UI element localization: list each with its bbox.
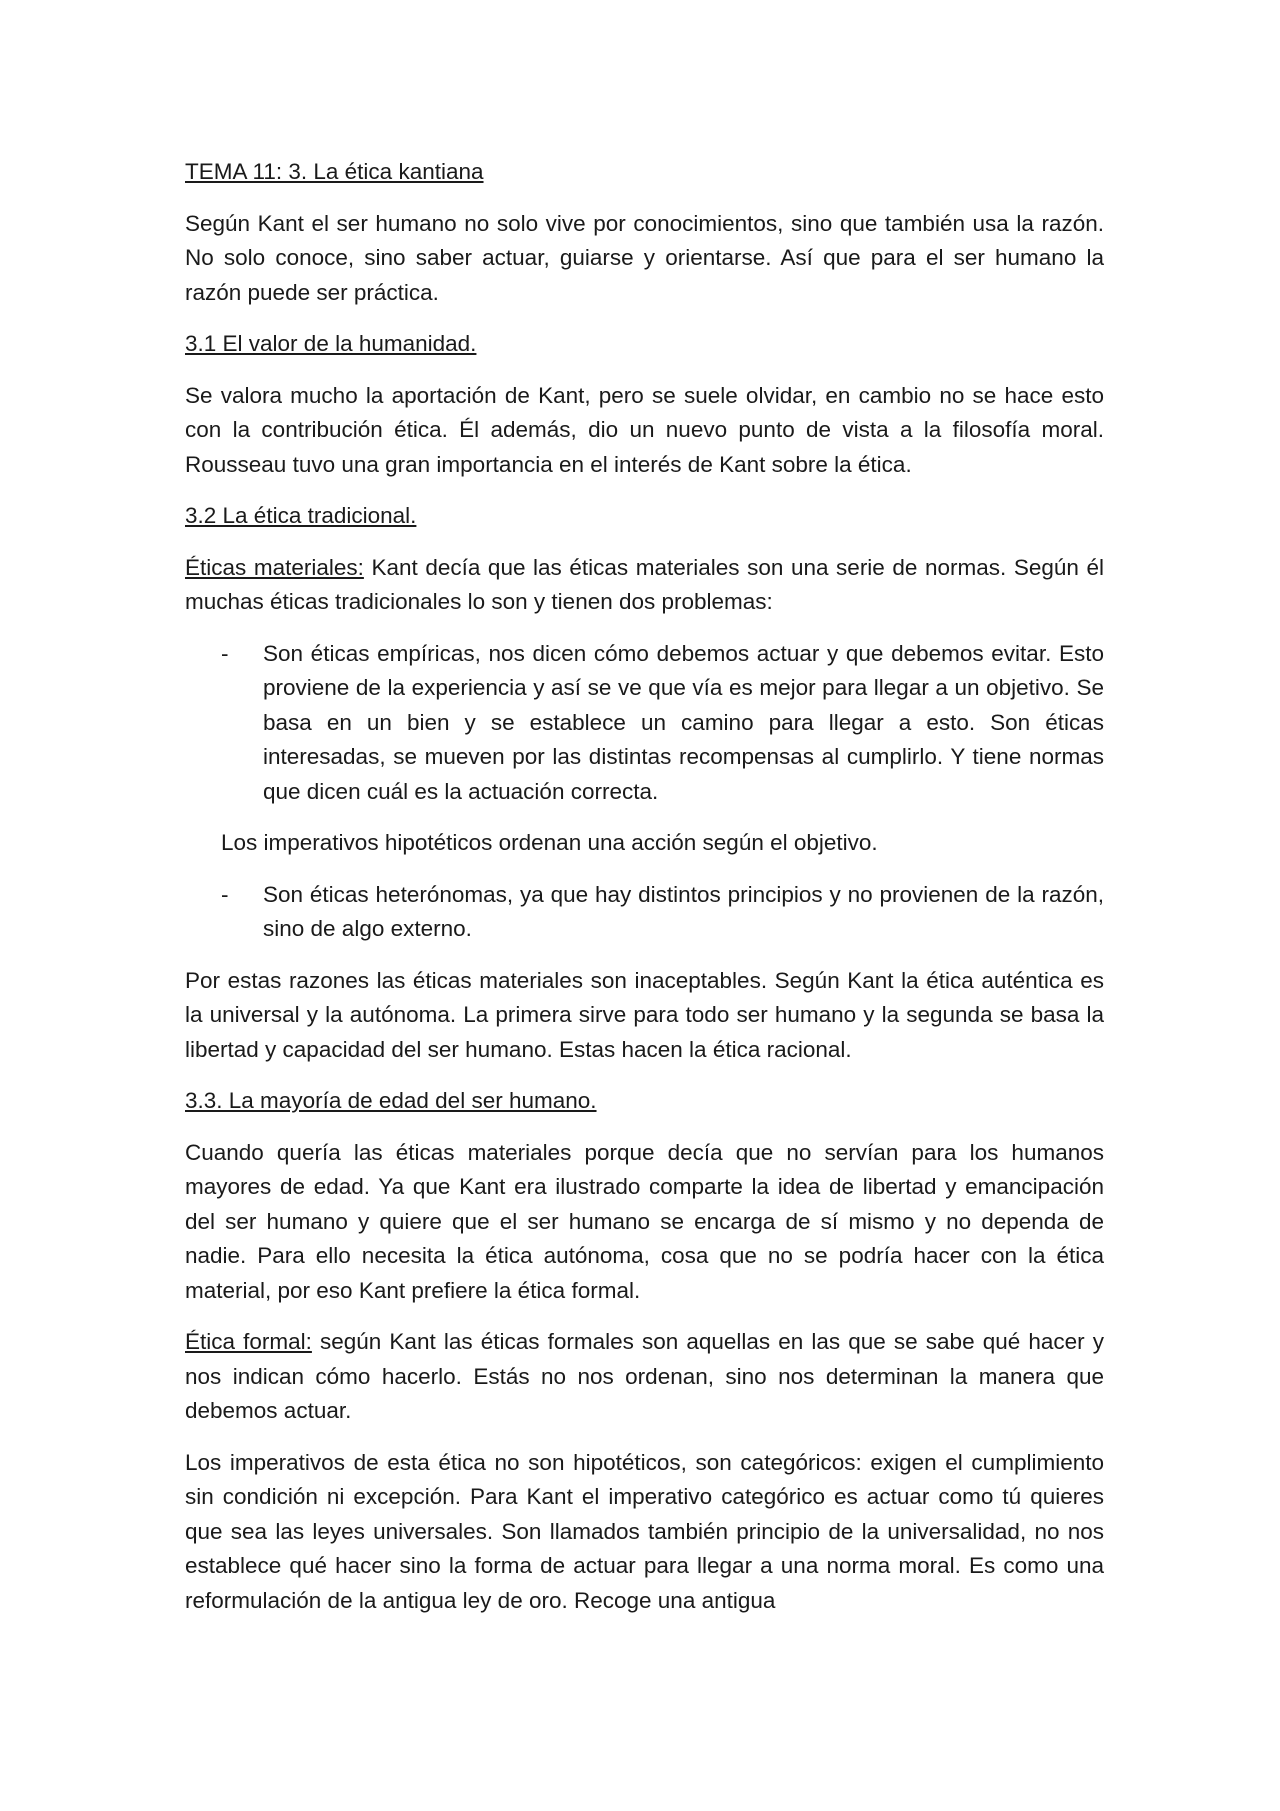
bullet-dash: - xyxy=(221,881,229,907)
hipoteticos-paragraph: Los imperativos hipotéticos ordenan una acción según el objetivo. xyxy=(221,830,878,855)
list-item xyxy=(185,637,1104,810)
document-title: TEMA 11: 3. La ética kantiana xyxy=(185,159,484,184)
bullet-text: Son éticas heterónomas, ya que hay distintos principios y no provienen de la razón, sino de algo externo. xyxy=(263,881,1104,941)
document-page xyxy=(185,155,1104,1635)
bullet-text: Son éticas empíricas, nos dicen cómo debemos actuar y que debemos evitar. Esto proviene de la experiencia y así se ve que vía es mejor para llegar a un objetivo. Se basa en un bien y se establece un camino para llegar a esto. Son éticas interesadas, se mueven por las distintas recompensas al cumplirlo. Y tiene normas que dicen cuál es la actuación correcta. xyxy=(263,640,1104,804)
section-3-1-paragraph: Se valora mucho la aportación de Kant, pero se suele olvidar, en cambio no se hace esto con la contribución ética. Él además, dio un nuevo punto de vista a la filosofía moral. Rousseau tuvo una gran importancia en el interés de Kant sobre la ética. xyxy=(185,382,1104,477)
section-3-3-heading: 3.3. La mayoría de edad del ser humano. xyxy=(185,1088,597,1113)
section-3-2-heading: 3.2 La ética tradicional. xyxy=(185,503,417,528)
bullet-dash: - xyxy=(221,640,229,666)
intro-paragraph: Según Kant el ser humano no solo vive por conocimientos, sino que también usa la razón. No solo conoce, sino saber actuar, guiarse y orientarse. Así que para el ser humano la razón puede ser práctica. xyxy=(185,210,1104,305)
conclusion-paragraph: Por estas razones las éticas materiales son inaceptables. Según Kant la ética auténtica es la universal y la autónoma. La primera sirve para todo ser humano y la segunda se basa la libertad y capacidad del ser humano. Estas hacen la ética racional. xyxy=(185,967,1104,1062)
list-item xyxy=(185,878,1104,947)
imperativos-paragraph: Los imperativos de esta ética no son hipotéticos, son categóricos: exigen el cumplimiento sin condición ni excepción. Para Kant el imperativo categórico es actuar como tú quieres que sea las leyes universales. Son llamados también principio de la universalidad, no nos establece qué hacer sino la forma de actuar para llegar a una norma moral. Es como una reformulación de la antigua ley de oro. Recoge una antigua xyxy=(185,1449,1104,1613)
etica-formal-label: Ética formal: xyxy=(185,1329,312,1354)
eticas-materiales-label: Éticas materiales: xyxy=(185,554,364,580)
eticas-materiales-paragraph xyxy=(185,551,1104,620)
etica-formal-paragraph xyxy=(185,1325,1104,1429)
etica-formal-text: según Kant las éticas formales son aquellas en las que se sabe qué hacer y nos indican cómo hacerlo. Estás no nos ordenan, sino nos determinan la manera que debemos actuar. xyxy=(185,1329,1104,1423)
section-3-1-heading: 3.1 El valor de la humanidad. xyxy=(185,331,477,356)
eticas-materiales-text: Kant decía que las éticas materiales son una serie de normas. Según él muchas éticas tradicionales lo son y tienen dos problemas: xyxy=(185,554,1104,614)
section-3-3-paragraph: Cuando quería las éticas materiales porque decía que no servían para los humanos mayores de edad. Ya que Kant era ilustrado comparte la idea de libertad y emancipación del ser humano y quiere que el ser humano se encarga de sí mismo y no dependa de nadie. Para ello necesita la ética autónoma, cosa que no se podría hacer con la ética material, por eso Kant prefiere la ética formal. xyxy=(185,1139,1104,1303)
